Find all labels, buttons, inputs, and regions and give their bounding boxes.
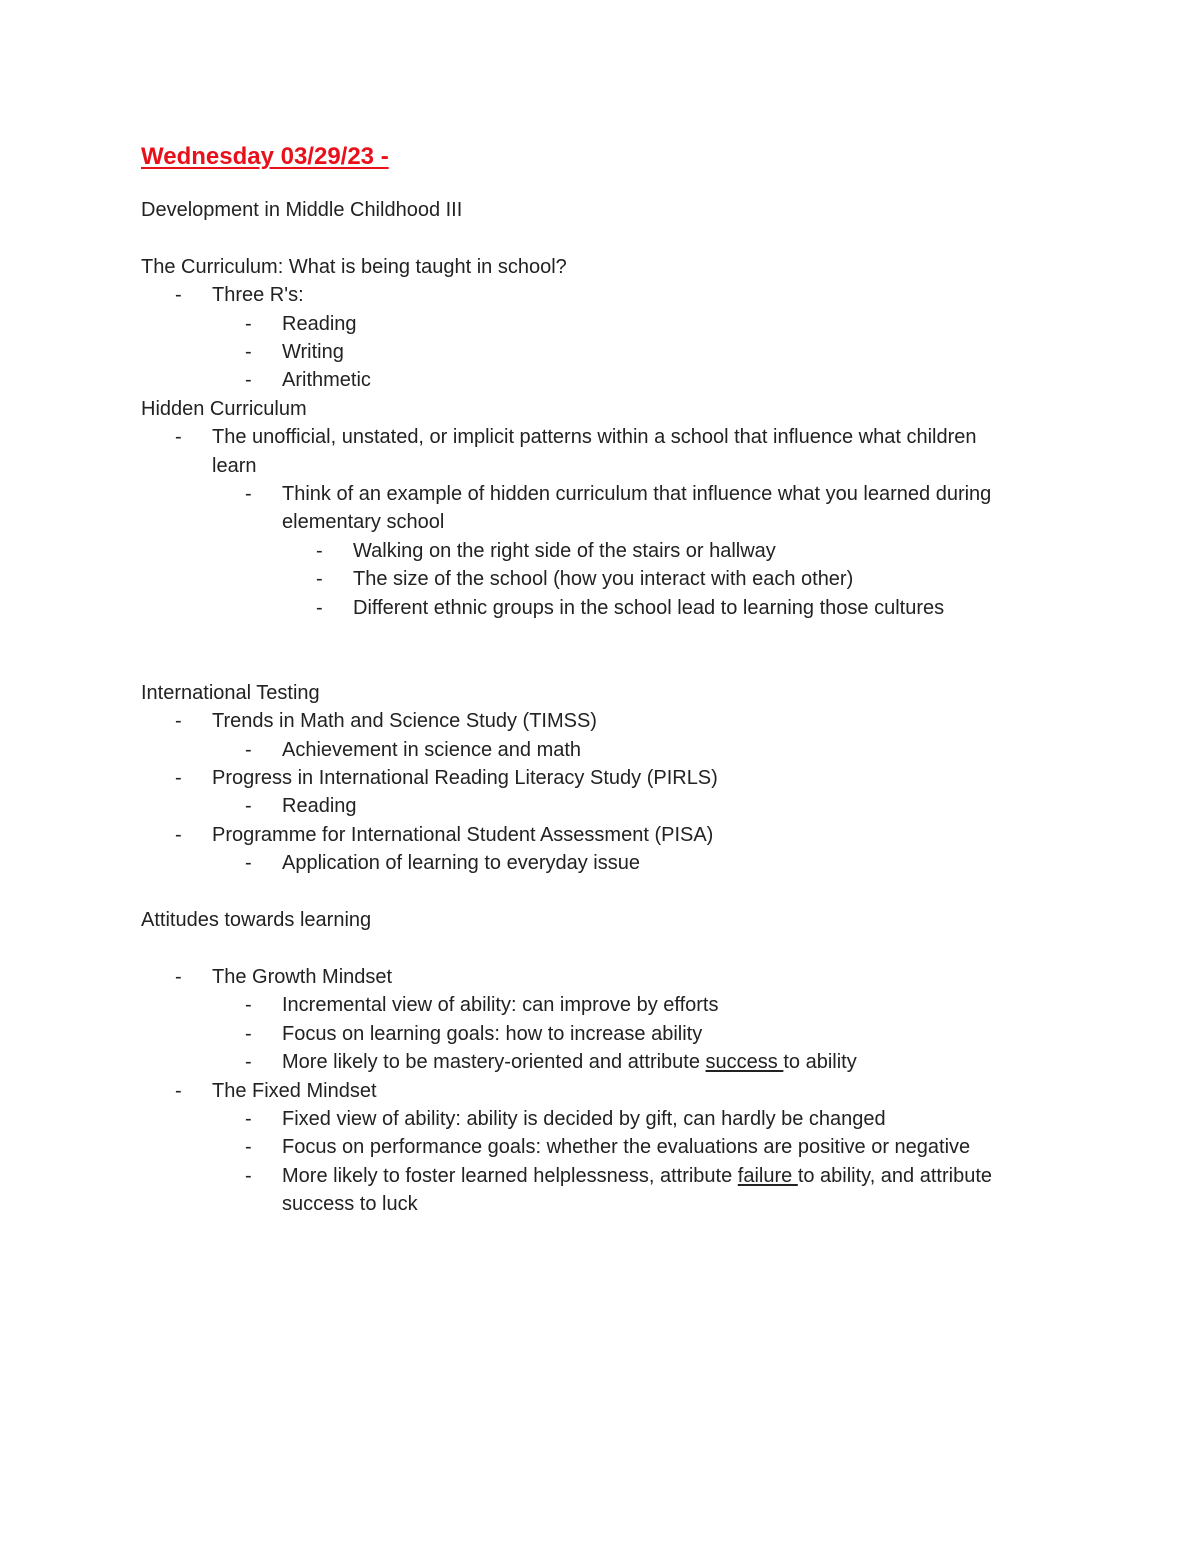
bullet-dash: - xyxy=(245,483,252,506)
list-item-text: The Growth Mindset xyxy=(212,965,393,988)
list-item xyxy=(141,849,1061,877)
list-item-text: Arithmetic xyxy=(282,369,371,392)
list-item xyxy=(141,537,1061,565)
bullet-dash: - xyxy=(245,1164,252,1187)
list-item-text: Different ethnic groups in the school lead to learning those cultures xyxy=(353,596,945,619)
spacer xyxy=(141,176,1061,196)
list-item xyxy=(141,1077,1061,1105)
list-item-text: Writing xyxy=(282,341,344,364)
list-item-text: Reading xyxy=(282,795,357,818)
bullet-dash: - xyxy=(175,710,182,733)
list-item xyxy=(141,963,1061,991)
list-item xyxy=(141,480,1062,537)
list-item xyxy=(141,281,1061,309)
list-item-text: Walking on the right side of the stairs or hallway xyxy=(353,539,776,562)
list-item-text: The size of the school (how you interact with each other) xyxy=(353,568,854,591)
bullet-dash: - xyxy=(316,539,323,562)
list-item-text: Reading xyxy=(282,312,357,335)
bullet-dash: - xyxy=(245,1022,252,1045)
list-item xyxy=(141,310,1061,338)
bullet-dash: - xyxy=(175,284,182,307)
spacer xyxy=(141,224,1061,252)
bullet-dash: - xyxy=(175,823,182,846)
spacer xyxy=(141,622,1061,650)
spacer xyxy=(141,878,1061,906)
bullet-dash: - xyxy=(245,1136,252,1159)
list-item xyxy=(141,1105,1061,1133)
list-item-text: More likely to foster learned helplessness, attribute xyxy=(282,1164,738,1187)
list-item xyxy=(141,423,992,480)
list-item-text: Progress in International Reading Literacy Study (PIRLS) xyxy=(212,767,718,790)
list-item-text: Three R's: xyxy=(212,284,304,307)
bullet-dash: - xyxy=(245,795,252,818)
list-item xyxy=(141,1162,1062,1219)
list-item-text: Think of an example of hidden curriculum that influence what you learned during elementary school xyxy=(282,483,992,534)
list-item-text: Incremental view of ability: can improve by efforts xyxy=(282,994,719,1017)
list-item xyxy=(141,338,1061,366)
list-item xyxy=(141,991,1061,1019)
list-item xyxy=(141,1133,1061,1161)
bullet-dash: - xyxy=(245,1107,252,1130)
list-item xyxy=(141,736,1061,764)
spacer xyxy=(141,650,1061,678)
list-item xyxy=(141,565,1061,593)
bullet-dash: - xyxy=(245,312,252,335)
list-item-text: to ability xyxy=(783,1051,857,1074)
list-item xyxy=(141,707,1061,735)
list-item xyxy=(141,1048,1061,1076)
list-item xyxy=(141,764,1061,792)
spacer xyxy=(141,935,1061,963)
bullet-dash: - xyxy=(245,852,252,875)
bullet-dash: - xyxy=(245,994,252,1017)
bullet-dash: - xyxy=(245,369,252,392)
attitudes-heading: Attitudes towards learning xyxy=(141,909,372,932)
bullet-dash: - xyxy=(316,596,323,619)
curriculum-heading: The Curriculum: What is being taught in school? xyxy=(141,255,567,278)
list-item-text: Programme for International Student Assessment (PISA) xyxy=(212,823,714,846)
lecture-subtitle: Development in Middle Childhood III xyxy=(141,199,463,221)
underlined-word: failure xyxy=(737,1164,798,1187)
notes-content xyxy=(141,138,1061,1219)
list-item-text: Fixed view of ability: ability is decided by gift, can hardly be changed xyxy=(282,1107,886,1130)
list-item-text: The unofficial, unstated, or implicit patterns within a school that influence what children learn xyxy=(212,426,977,477)
list-item-text: The Fixed Mindset xyxy=(212,1079,377,1102)
list-item-text: Application of learning to everyday issue xyxy=(282,852,640,875)
bullet-dash: - xyxy=(175,1079,182,1102)
page-title: Wednesday 03/29/23 - xyxy=(141,143,389,170)
list-item-text: to ability, and attribute success to luck xyxy=(282,1164,993,1216)
bullet-dash: - xyxy=(175,965,182,988)
list-item-text: Trends in Math and Science Study (TIMSS) xyxy=(212,710,597,733)
list-item xyxy=(141,594,1061,622)
bullet-dash: - xyxy=(245,738,252,761)
list-item-text: Achievement in science and math xyxy=(282,738,582,761)
bullet-dash: - xyxy=(175,426,182,449)
list-item xyxy=(141,1020,1061,1048)
list-item xyxy=(141,792,1061,820)
hidden-curriculum-heading: Hidden Curriculum xyxy=(141,397,307,420)
list-item-text: Focus on learning goals: how to increase ability xyxy=(282,1022,703,1045)
bullet-dash: - xyxy=(175,767,182,790)
list-item xyxy=(141,821,1061,849)
underlined-word: success xyxy=(705,1051,784,1074)
list-item-text: More likely to be mastery-oriented and attribute xyxy=(282,1051,706,1074)
bullet-dash: - xyxy=(316,568,323,591)
bullet-dash: - xyxy=(245,1051,252,1074)
bullet-dash: - xyxy=(245,341,252,364)
list-item xyxy=(141,366,1061,394)
international-testing-heading: International Testing xyxy=(141,681,320,704)
list-item-text: Focus on performance goals: whether the evaluations are positive or negative xyxy=(282,1136,971,1159)
